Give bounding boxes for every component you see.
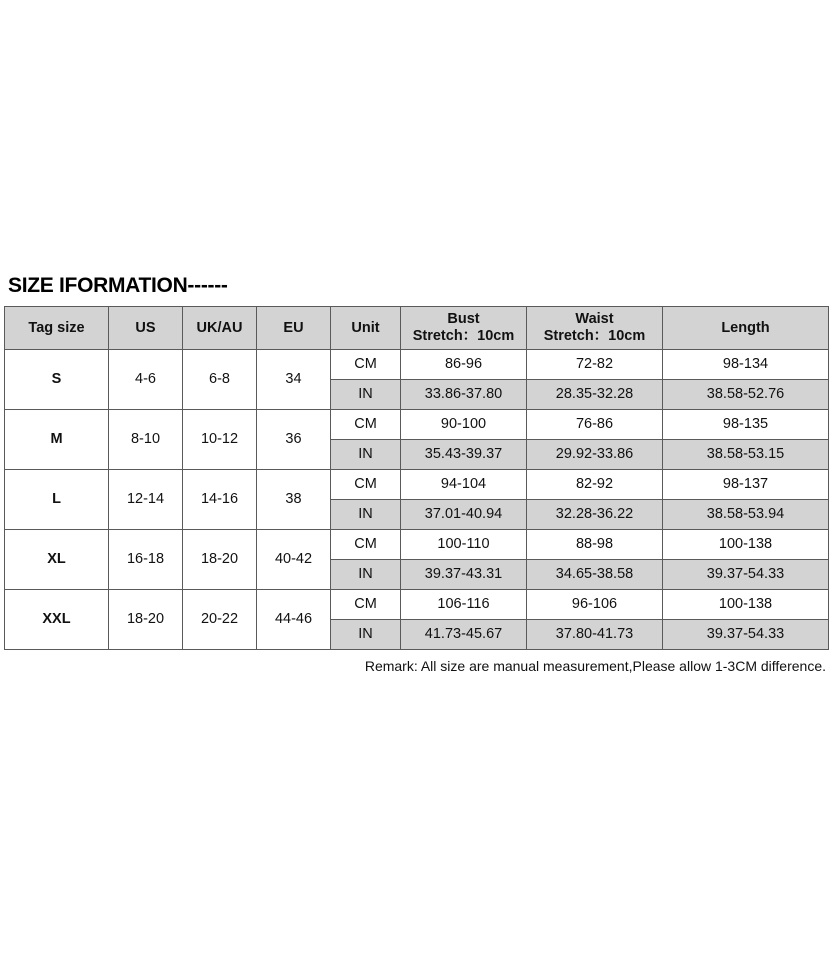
bust-cell: 94-104 (401, 470, 527, 500)
length-cell: 39.37-54.33 (663, 560, 829, 590)
bust-cell: 86-96 (401, 350, 527, 380)
unit-cell: IN (331, 380, 401, 410)
table-row (5, 590, 829, 620)
size-chart-table (4, 306, 829, 650)
bust-cell: 39.37-43.31 (401, 560, 527, 590)
uk-au-size: 14-16 (183, 470, 257, 530)
header-length: Length (663, 307, 829, 350)
table-row (5, 410, 829, 440)
size-tag: XXL (5, 590, 109, 650)
unit-cell: IN (331, 440, 401, 470)
bust-cell: 33.86-37.80 (401, 380, 527, 410)
us-size: 18-20 (109, 590, 183, 650)
length-cell: 38.58-53.15 (663, 440, 829, 470)
unit-cell: CM (331, 350, 401, 380)
bust-cell: 100-110 (401, 530, 527, 560)
page-title: SIZE IFORMATION------ (8, 274, 228, 297)
waist-cell: 37.80-41.73 (527, 620, 663, 650)
unit-cell: CM (331, 530, 401, 560)
waist-cell: 29.92-33.86 (527, 440, 663, 470)
eu-size: 36 (257, 410, 331, 470)
bust-cell: 37.01-40.94 (401, 500, 527, 530)
header-us: US (109, 307, 183, 350)
uk-au-size: 20-22 (183, 590, 257, 650)
bust-cell: 90-100 (401, 410, 527, 440)
header-unit: Unit (331, 307, 401, 350)
size-tag: L (5, 470, 109, 530)
bust-cell: 41.73-45.67 (401, 620, 527, 650)
header-bust (401, 307, 527, 350)
unit-cell: CM (331, 470, 401, 500)
unit-cell: CM (331, 410, 401, 440)
eu-size: 40-42 (257, 530, 331, 590)
us-size: 4-6 (109, 350, 183, 410)
length-cell: 98-137 (663, 470, 829, 500)
waist-cell: 76-86 (527, 410, 663, 440)
size-tag: XL (5, 530, 109, 590)
waist-cell: 34.65-38.58 (527, 560, 663, 590)
header-eu: EU (257, 307, 331, 350)
table-row (5, 350, 829, 380)
unit-cell: IN (331, 560, 401, 590)
length-cell: 38.58-53.94 (663, 500, 829, 530)
waist-cell: 32.28-36.22 (527, 500, 663, 530)
unit-cell: IN (331, 620, 401, 650)
waist-cell: 96-106 (527, 590, 663, 620)
waist-cell: 82-92 (527, 470, 663, 500)
table-row (5, 530, 829, 560)
header-tag-size: Tag size (5, 307, 109, 350)
table-row (5, 470, 829, 500)
uk-au-size: 10-12 (183, 410, 257, 470)
header-waist-label: Waist (575, 311, 614, 328)
eu-size: 44-46 (257, 590, 331, 650)
table-header-row (5, 307, 829, 350)
length-cell: 100-138 (663, 530, 829, 560)
size-tag: M (5, 410, 109, 470)
length-cell: 98-135 (663, 410, 829, 440)
header-waist-stretch: Stretch：10cm (543, 328, 646, 344)
unit-cell: IN (331, 500, 401, 530)
length-cell: 98-134 (663, 350, 829, 380)
waist-cell: 28.35-32.28 (527, 380, 663, 410)
header-uk-au: UK/AU (183, 307, 257, 350)
unit-cell: CM (331, 590, 401, 620)
us-size: 8-10 (109, 410, 183, 470)
us-size: 12-14 (109, 470, 183, 530)
header-waist (527, 307, 663, 350)
bust-cell: 106-116 (401, 590, 527, 620)
header-bust-label: Bust (447, 311, 480, 328)
waist-cell: 88-98 (527, 530, 663, 560)
length-cell: 38.58-52.76 (663, 380, 829, 410)
us-size: 16-18 (109, 530, 183, 590)
waist-cell: 72-82 (527, 350, 663, 380)
size-tag: S (5, 350, 109, 410)
header-bust-stretch: Stretch：10cm (412, 328, 515, 344)
bust-cell: 35.43-39.37 (401, 440, 527, 470)
uk-au-size: 6-8 (183, 350, 257, 410)
remark-note: Remark: All size are manual measurement,Please allow 1-3CM difference. (364, 658, 826, 674)
eu-size: 38 (257, 470, 331, 530)
length-cell: 100-138 (663, 590, 829, 620)
length-cell: 39.37-54.33 (663, 620, 829, 650)
uk-au-size: 18-20 (183, 530, 257, 590)
eu-size: 34 (257, 350, 331, 410)
